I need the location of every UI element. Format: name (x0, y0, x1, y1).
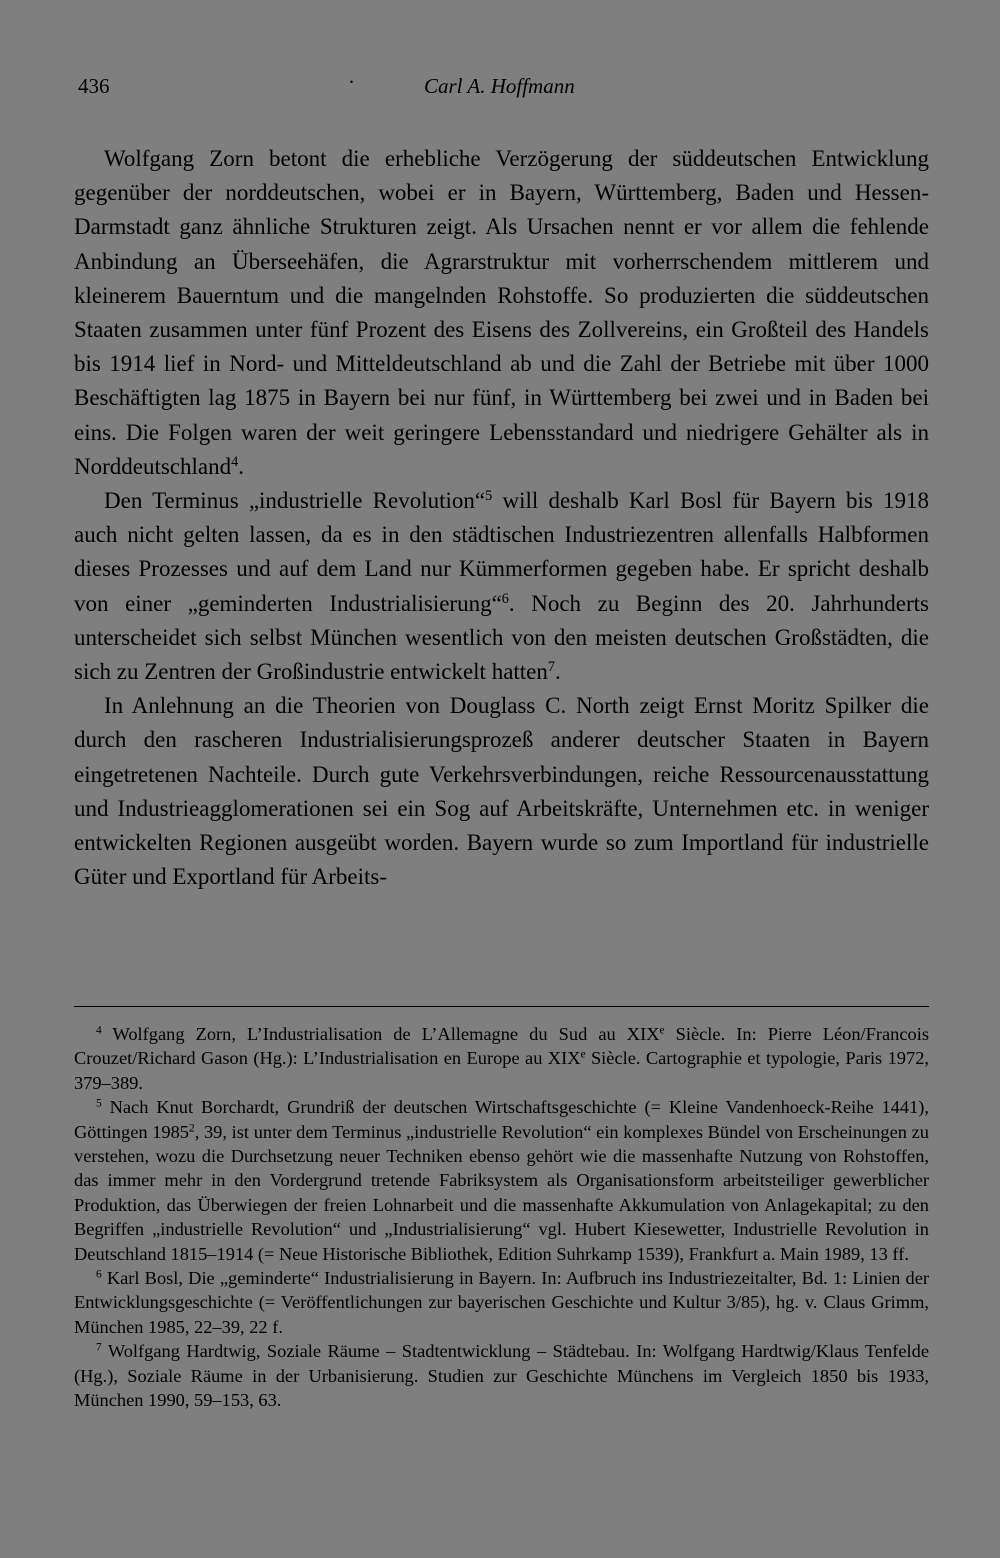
text-run: , 39, ist unter dem Terminus „industrielle Revolution“ ein komplexes Bündel von Erscheinungen zu verstehen, wozu die Durchsetzung neuer Techniken ebenso gehört wie die massenhafte Nutzung von Rohstoffen, das immer mehr in den Vordergrund tretende Fabriksystem als Organisationsform arbeitsteiliger gewerblicher Produktion, das Überwiegen der freien Lohnarbeit und die massenhafte Akkumulation von Anlagekapital; zu den Begriffen „industrielle Revolution“ und „Industrialisierung“ vgl. Hubert Kiesewetter, Industrielle Revolution in Deutschland 1815–1914 (= Neue Historische Bibliothek, Edition Suhrkamp 1539), Frankfurt a. Main 1989, 13 ff. (74, 1121, 930, 1264)
text-run: Den Terminus „industrielle Revolution“ (104, 488, 486, 514)
footnote-number: 5 (96, 1097, 102, 1110)
footnotes (74, 1022, 929, 1413)
paragraph (74, 689, 929, 894)
page-number: 436 (78, 74, 110, 98)
text-run: Karl Bosl, Die „geminderte“ Industrialisierung in Bayern. In: Aufbruch ins Industriezeitalter, Bd. 1: Linien der Entwicklungsgeschichte (= Veröffentlichungen zur bayerischen Geschichte und Kultur 3/85), hg. v. Claus Grimm, München 1985, 22–39, 22 f. (74, 1268, 929, 1337)
footnote (74, 1022, 929, 1095)
footnote-ref: 5 (485, 488, 493, 505)
header-dot: · (348, 70, 355, 94)
text-run: Wolfgang Hardtwig, Soziale Räume – Stadtentwicklung – Städtebau. In: Wolfgang Hardtwig/Klaus Tenfelde (Hg.), Soziale Räume in der Urbanisierung. Studien zur Geschichte Münchens im Vergleich 1850 bis 1933, München 1990, 59–153, 63. (74, 1341, 929, 1411)
footnote-ref: 6 (501, 590, 509, 607)
text-run: Nach Knut Borchardt, Grundriß der deutschen Wirtschaftsgeschichte (= Kleine Vandenhoeck-Reihe 1441), Göttingen 1985 (74, 1097, 929, 1142)
text-run: Siècle. Cartographie et typologie, Paris 1972, 379–389. (74, 1048, 929, 1093)
footnote-ref: 7 (547, 659, 556, 676)
paragraph (74, 484, 929, 689)
paragraph (74, 142, 929, 484)
text-run: . (238, 453, 245, 479)
footnote-separator (74, 1006, 929, 1007)
superscript: e (580, 1049, 586, 1062)
footnote-number: 4 (96, 1024, 102, 1037)
text-run: . (555, 659, 561, 685)
footnote-number: 7 (96, 1342, 102, 1355)
text-run: Wolfgang Zorn betont die erhebliche Verzögerung der süddeutschen Entwicklung gegenüber der norddeutschen, wobei er in Bayern, Württemberg, Baden und Hessen-Darmstadt ganz ähnliche Strukturen zeigt. Als Ursachen nennt er vor allem die fehlende Anbindung an Überseehäfen, die Agrarstruktur mit vorherrschendem mittlerem und kleinerem Bauerntum und die mangelnden Rohstoffe. So produzierten die süddeutschen Staaten zusammen unter fünf Prozent des Eisens des Zollvereins, ein Großteil des Handels bis 1914 lief in Nord- und Mitteldeutschland ab und die Zahl der Betriebe mit über 1000 Beschäftigten lag 1875 in Bayern bei nur fünf, in Württemberg bei zwei und in Baden bei eins. Die Folgen waren der weit geringere Lebensstandard und niedrigere Gehälter als in Norddeutschland (74, 146, 929, 479)
running-header (78, 70, 928, 104)
text-run: Wolfgang Zorn, L’Industrialisation de L’Allemagne du Sud au XIX (101, 1024, 660, 1044)
footnote-number: 6 (96, 1268, 102, 1281)
superscript: e (659, 1024, 665, 1037)
text-run: In Anlehnung an die Theorien von Douglass C. North zeigt Ernst Moritz Spilker die durch den rascheren Industrialisierungsprozeß anderer deutscher Staaten in Bayern eingetretenen Nachteile. Durch gute Verkehrsverbindungen, reiche Ressourcenausstattung und Industrieagglomerationen sei ein Sog auf Arbeitskräfte, Unternehmen etc. in weniger entwickelten Regionen ausgeübt worden. Bayern wurde so zum Importland für industrielle Güter und Exportland für Arbeits- (74, 693, 929, 890)
footnote (74, 1095, 929, 1266)
text-run: . Noch zu Beginn des 20. Jahrhunderts unterscheidet sich selbst München wesentlich von den meisten deutschen Großstädten, die sich zu Zentren der Großindustrie entwickelt hatten (74, 590, 929, 685)
running-header-author: Carl A. Hoffmann (424, 74, 575, 98)
footnote (74, 1266, 929, 1339)
text-run: Siècle. In: Pierre Léon/Francois Crouzet/Richard Gason (Hg.): L’Industrialisation en Europe au XIX (74, 1024, 929, 1069)
footnote-ref: 4 (231, 454, 239, 470)
text-run: will deshalb Karl Bosl für Bayern bis 1918 auch nicht gelten lassen, da es in den städtischen Industriezentren allenfalls Halbformen dieses Prozesses und auf dem Land nur Kümmerformen gegeben habe. Er spricht deshalb von einer „geminderten Industrialisierung“ (74, 488, 930, 616)
superscript: 2 (189, 1122, 195, 1135)
footnote (74, 1339, 929, 1412)
body-text (74, 142, 929, 894)
